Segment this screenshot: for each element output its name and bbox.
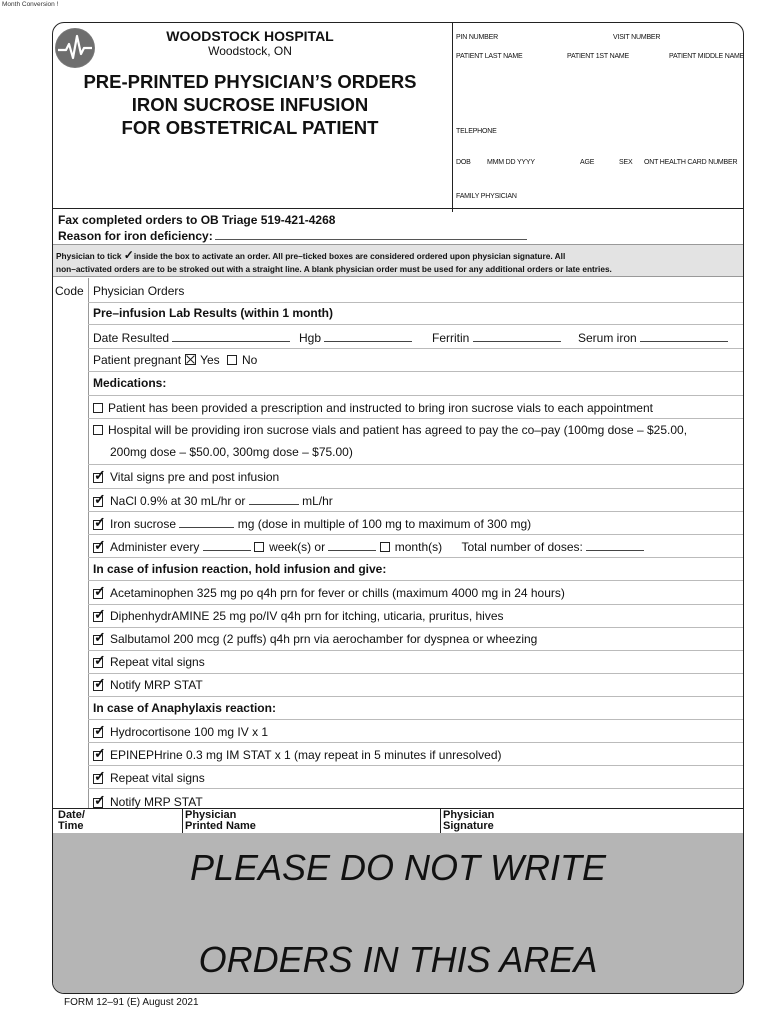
r3-label: Salbutamol 200 mcg (2 puffs) q4h prn via aerochamber for dyspnea or wheezing [110,632,538,646]
nacl-order [93,493,333,508]
row-line [88,673,743,674]
title-line-3: FOR OBSTETRICAL PATIENT [121,117,379,138]
nacl-checkbox[interactable]: ✓ [94,491,106,507]
pin-label: PIN NUMBER [456,34,498,41]
r1-label: Acetaminophen 325 mg po q4h prn for fever or chills (maximum 4000 mg in 24 hours) [110,586,565,600]
row-line [88,488,743,489]
instr-text-3: non–activated orders are to be stroked out with a straight line. A blank physician order must be used for any additional orders or late entries. [56,264,612,274]
row-line [88,348,743,349]
nacl-label: NaCl 0.9% at 30 mL/hr or [110,494,246,508]
row-line [88,395,743,396]
pregnant-row [93,353,257,367]
row-line [88,580,743,581]
a1-checkbox[interactable]: ✓ [94,722,106,738]
instr-text-1: Physician to tick [56,251,124,261]
r5-label: Notify MRP STAT [110,678,203,692]
admin-every-field[interactable] [203,539,251,551]
reaction-order-5 [93,675,203,692]
med-option-1 [93,401,653,415]
sex-label: SEX [619,159,633,166]
title-line-2: IRON SUCROSE INFUSION [131,94,369,115]
yes-label: Yes [200,353,220,367]
a2-label: EPINEPHrine 0.3 mg IM STAT x 1 (may repeat in 5 minutes if unresolved) [110,748,502,762]
row-line [88,464,743,465]
orders-header: Physician Orders [93,284,185,298]
first-name-label: PATIENT 1ST NAME [567,53,630,60]
ferritin-field[interactable] [473,330,561,342]
visit-label: VISIT NUMBER [613,34,661,41]
middle-name-label: PATIENT MIDDLE NAME [669,53,745,60]
do-not-write-line-1: PLEASE DO NOT WRITE [189,847,607,888]
med2-cont: 200mg dose – $50.00, 300mg dose – $75.00) [110,445,353,459]
age-label: AGE [580,159,595,166]
yes-checkbox-checked[interactable] [185,354,196,365]
a3-checkbox[interactable]: ✓ [94,768,106,784]
reason-field[interactable] [215,229,527,240]
row-line [88,719,743,720]
nacl-rate-field[interactable] [249,493,299,505]
top-note: Month Conversion ! [2,1,59,8]
do-not-write-line-2: ORDERS IN THIS AREA [198,939,598,980]
r4-checkbox[interactable]: ✓ [94,652,106,668]
total-doses-field[interactable] [586,539,644,551]
row-line [88,302,743,303]
signature-label: Signature [443,820,494,832]
vitals-label: Vital signs pre and post infusion [110,470,280,484]
row-line [88,418,743,419]
row-line [88,627,743,628]
date-time-label [58,810,85,832]
admin-checkbox[interactable]: ✓ [94,537,106,553]
months-label: month(s) [394,540,443,554]
ana-order-2 [93,745,502,762]
do-not-write-area [53,833,743,993]
hgb-field[interactable] [324,330,412,342]
dob-format-label: MMM DD YYYY [487,159,535,166]
reaction-order-1 [93,583,565,600]
hospital-block [130,28,370,58]
weeks-checkbox[interactable] [254,542,264,552]
code-header: Code [55,284,84,298]
row-line [88,696,743,697]
hgb-label: Hgb [299,331,322,345]
med2-label: Hospital will be providing iron sucrose vials and patient has agreed to pay the co–pay (100mg dose – $25.00, [108,423,688,437]
weeks-label: week(s) or [269,540,326,554]
row-line [88,511,743,512]
ferritin-label: Ferritin [432,331,470,345]
serum-iron-label: Serum iron [578,331,637,345]
physician-label: Physician [185,809,237,821]
r4-label: Repeat vital signs [110,655,205,669]
r2-checkbox[interactable]: ✓ [94,606,106,622]
row-line [88,742,743,743]
physician-label-2: Physician [443,809,495,821]
dob-label: DOB [456,159,471,166]
ana-order-1 [93,722,269,739]
anaphylaxis-title: In case of Anaphylaxis reaction: [93,701,276,715]
last-name-label: PATIENT LAST NAME [456,53,523,60]
row-line [88,557,743,558]
iron-checkbox[interactable]: ✓ [94,514,106,530]
admin-order [93,539,644,554]
telephone-label: TELEPHONE [456,128,497,135]
med-option-2 [93,423,687,437]
fax-instruction: Fax completed orders to OB Triage 519-421-4268 [58,213,336,227]
reason-row [58,229,527,243]
code-column-divider [88,278,89,808]
admin-months-field[interactable] [328,539,376,551]
row-line [88,534,743,535]
r1-checkbox[interactable]: ✓ [94,583,106,599]
date-label: Date/ [58,809,85,821]
a4-label: Notify MRP STAT [110,795,203,808]
reason-label: Reason for iron deficiency: [58,229,213,243]
months-checkbox[interactable] [380,542,390,552]
nacl-unit: mL/hr [302,494,333,508]
a4-checkbox[interactable]: ✓ [94,795,106,808]
a3-label: Repeat vital signs [110,771,205,785]
date-resulted-field[interactable] [172,330,290,342]
iron-dose-field[interactable] [179,516,234,528]
row-line [88,650,743,651]
physician-signature-label [443,810,494,832]
form-number: FORM 12–91 (E) August 2021 [64,997,199,1008]
med2-checkbox[interactable] [93,425,103,435]
row-line [88,604,743,605]
reaction-order-4 [93,652,205,669]
ana-order-3 [93,768,205,785]
hospital-name: WOODSTOCK HOSPITAL [166,28,334,44]
serum-iron-field[interactable] [640,330,728,342]
lab-results-row [93,330,290,345]
pregnant-label: Patient pregnant [93,353,182,367]
reaction-title: In case of infusion reaction, hold infusion and give: [93,562,387,576]
hospital-logo-icon [55,28,95,68]
signature-header [53,808,743,834]
hgb-row [299,330,412,345]
vitals-order [93,467,280,484]
header-divider [452,22,453,212]
time-label: Time [58,820,84,832]
r5-checkbox[interactable]: ✓ [94,675,106,691]
form-title [60,70,440,139]
a1-label: Hydrocortisone 100 mg IV x 1 [110,725,269,739]
medications-title: Medications: [93,376,167,390]
med1-checkbox[interactable] [93,403,103,413]
row-line [88,324,743,325]
r3-checkbox[interactable]: ✓ [94,629,106,645]
instr-text-2: inside the box to activate an order. All pre–ticked boxes are considered ordered upon physician signature. All [133,251,566,261]
col-divider [440,809,441,833]
iron-dose-note: mg (dose in multiple of 100 mg to maximum of 300 mg) [237,517,532,531]
a2-checkbox[interactable]: ✓ [94,745,106,761]
r2-label: DiphenhydrAMINE 25 mg po/IV q4h prn for itching, uticaria, pruritus, hives [110,609,504,623]
printed-name-label: Printed Name [185,820,256,832]
lab-section-title: Pre–infusion Lab Results (within 1 month) [93,306,334,320]
row-line [88,371,743,372]
total-doses-label: Total number of doses: [461,540,583,554]
serum-iron-row [578,330,728,345]
iron-order [93,516,531,531]
title-line-1: PRE-PRINTED PHYSICIAN’S ORDERS [83,71,417,92]
instructions-banner [53,244,743,277]
row-line [88,765,743,766]
admin-label: Administer every [110,540,200,554]
date-resulted-label: Date Resulted [93,331,170,345]
reaction-order-3 [93,629,538,646]
family-physician-label: FAMILY PHYSICIAN [456,193,517,200]
no-checkbox[interactable] [227,355,237,365]
med1-label: Patient has been provided a prescription and instructed to bring iron sucrose vials to each appointment [108,401,653,415]
health-card-label: ONT HEALTH CARD NUMBER [644,159,738,166]
check-mark-icon: ✓ [123,248,134,262]
ferritin-row [432,330,561,345]
reaction-order-2 [93,606,504,623]
ana-order-4 [93,795,203,808]
col-divider [182,809,183,833]
row-line [88,788,743,789]
no-label: No [242,353,258,367]
hospital-city: Woodstock, ON [208,44,292,58]
vitals-checkbox[interactable]: ✓ [94,467,106,483]
header-bottom-line [52,208,744,209]
iron-label: Iron sucrose [110,517,177,531]
physician-printed-label [185,810,256,832]
